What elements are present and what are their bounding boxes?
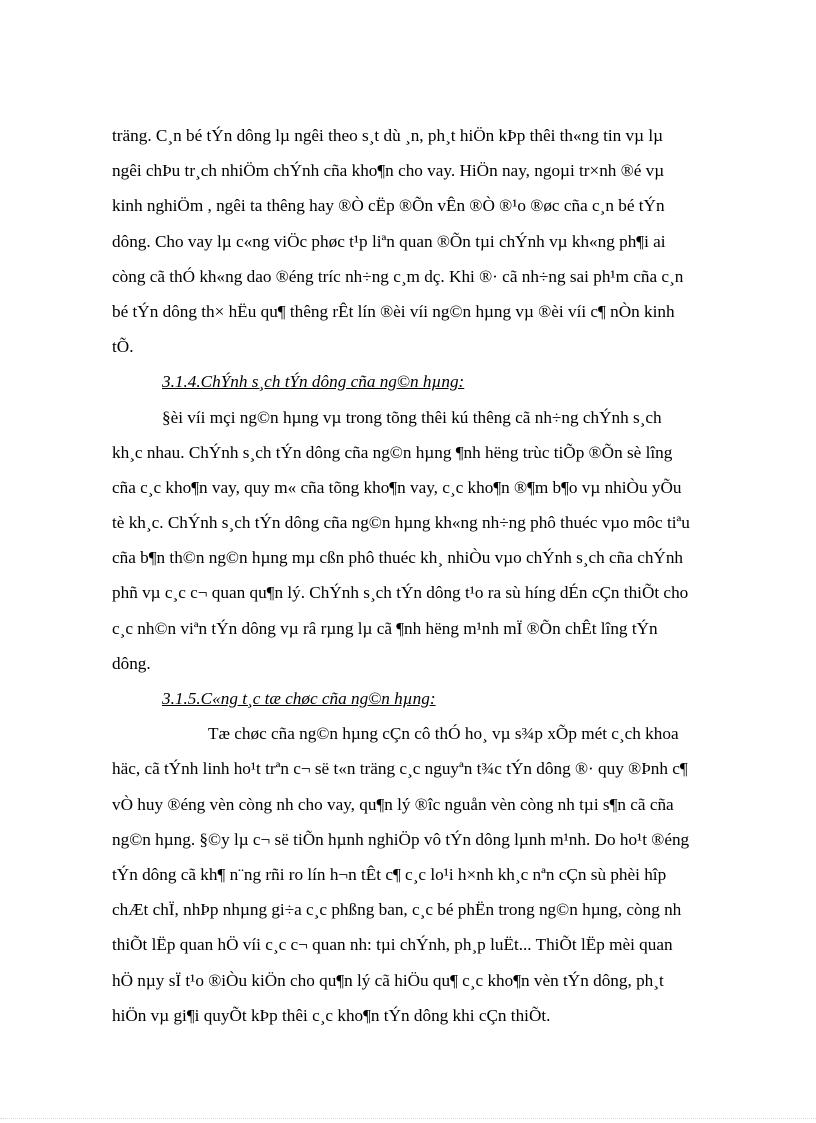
paragraph-line: cña c¸c kho¶n vay, quy m« cña tõng kho¶n vay, c¸c kho¶n ®¶m b¶o vµ nhiÒu yÕu: [112, 477, 682, 497]
paragraph-line: thiÕt lËp quan hÖ víi c¸c c¬ quan nh: tµi chÝnh, ph¸p luËt... ThiÕt lËp mèi quan: [112, 935, 673, 955]
paragraph-line: phñ vµ c¸c c¬ quan qu¶n lý. ChÝnh s¸ch tÝn dông t¹o ra sù híng dÉn cÇn thiÕt cho: [112, 583, 689, 603]
paragraph-line: vÒ huy ®éng vèn còng nh cho vay, qu¶n lý ®îc nguån vèn còng nh tµi s¶n cã cña: [112, 794, 674, 814]
paragraph-line: häc, cã tÝnh linh ho¹t trªn c¬ së t«n träng c¸c nguyªn t¾c tÝn dông ®· quy ®Þnh c¶: [112, 759, 688, 779]
paragraph-line: §èi víi mçi ng©n hµng vµ trong tõng thêi kú thêng cã nh÷ng chÝnh s¸ch: [162, 407, 662, 427]
paragraph-line: tè kh¸c. ChÝnh s¸ch tÝn dông cña ng©n hµng kh«ng nh÷ng phô thuéc vµo môc tiªu: [112, 513, 690, 533]
paragraph-line: tÝn dông cã kh¶ n¨ng rñi ro lín h¬n tÊt c¶ c¸c lo¹i h×nh kh¸c nªn cÇn sù phèi hîp: [112, 864, 667, 884]
paragraph-line: cña b¶n th©n ng©n hµng mµ cßn phô thuéc kh¸ nhiÒu vµo chÝnh s¸ch cña chÝnh: [112, 548, 684, 568]
paragraph-line: dông.: [112, 653, 151, 673]
section-heading-3-1-4: 3.1.4.ChÝnh s¸ch tÝn dông cña ng©n hµng:: [162, 372, 465, 392]
paragraph-line: hÖ nµy sÏ t¹o ®iÒu kiÖn cho qu¶n lý cã hiÖu qu¶ c¸c kho¶n vèn tÝn dông, ph¸t: [112, 970, 664, 990]
paragraph-line: bé tÝn dông th× hËu qu¶ thêng rÊt lín ®èi víi ng©n hµng vµ ®èi víi c¶ nÒn kinh: [112, 301, 675, 321]
paragraph-line: träng. C¸n bé tÝn dông lµ ngêi theo s¸t dù ¸n, ph¸t hiÖn kÞp thêi th«ng tin vµ lµ: [112, 126, 664, 145]
paragraph-line: dông. Cho vay lµ c«ng viÖc phøc t¹p liªn quan ®Õn tµi chÝnh vµ kh«ng ph¶i ai: [112, 231, 666, 251]
section-heading-row: [112, 681, 748, 716]
document-body: [112, 118, 748, 1033]
page-bottom-divider: [0, 1118, 816, 1119]
paragraph-line: hiÖn vµ gi¶i quyÕt kÞp thêi c¸c kho¶n tÝn dông khi cÇn thiÕt.: [112, 1005, 551, 1025]
paragraph-line: ngêi chÞu tr¸ch nhiÖm chÝnh cña kho¶n cho vay. HiÖn nay, ngoµi tr×nh ®é vµ: [112, 161, 665, 181]
paragraph-line: kinh nghiÖm , ngêi ta thêng hay ®Ò cËp ®Õn vÊn ®Ò ®¹o ®øc cña c¸n bé tÝn: [112, 196, 665, 216]
paragraph-line: Tæ chøc cña ng©n hµng cÇn cô thÓ ho¸ vµ s¾p xÕp mét c¸ch khoa: [208, 724, 679, 744]
paragraph-line: chÆt chÏ, nhÞp nhµng gi÷a c¸c phßng ban, c¸c bé phËn trong ng©n hµng, còng nh: [112, 900, 682, 920]
paragraph-line: kh¸c nhau. ChÝnh s¸ch tÝn dông cña ng©n hµng ¶nh hëng trùc tiÕp ®Õn sè lîng: [112, 442, 673, 462]
paragraph-line: ng©n hµng. §©y lµ c¬ së tiÕn hµnh nghiÖp vô tÝn dông lµnh m¹nh. Do ho¹t ®éng: [112, 829, 690, 849]
paragraph-line: còng cã thÓ kh«ng dao ®éng tríc nh÷ng c¸m dç. Khi ®· cã nh÷ng sai ph¹m cña c¸n: [112, 266, 684, 286]
paragraph-line: c¸c nh©n viªn tÝn dông vµ râ rµng lµ cã ¶nh hëng m¹nh mÏ ®Õn chÊt lîng tÝn: [112, 618, 658, 638]
section-heading-row: [112, 364, 748, 399]
section-heading-3-1-5: 3.1.5.C«ng t¸c tæ chøc cña ng©n hµng:: [162, 689, 436, 708]
paragraph-line: tÕ.: [112, 337, 134, 357]
